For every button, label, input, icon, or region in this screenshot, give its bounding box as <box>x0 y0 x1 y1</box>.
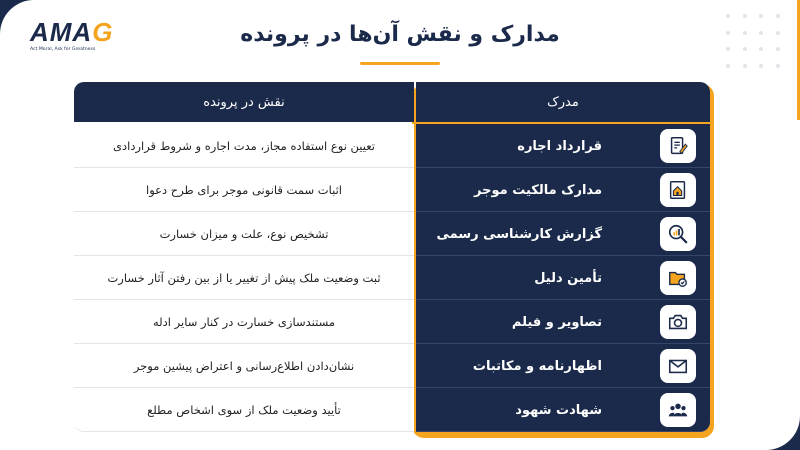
header-role: نقش در پرونده <box>74 82 414 122</box>
role-cell: تعیین نوع استفاده مجاز، مدت اجاره و شروط قراردادی <box>74 124 414 168</box>
table-row <box>74 300 710 344</box>
table-row <box>74 388 710 432</box>
document-label: اظهارنامه و مکاتبات <box>472 358 602 374</box>
document-cell <box>416 300 710 344</box>
document-cell <box>416 212 710 256</box>
document-label: قرارداد اجاره <box>517 138 602 154</box>
document-label: شهادت شهود <box>515 402 602 418</box>
role-cell: ثبت وضعیت ملک پیش از تغییر یا از بین رفتن آثار خسارت <box>74 256 414 300</box>
envelope-icon <box>660 349 696 383</box>
role-cell: تشخیص نوع، علت و میزان خسارت <box>74 212 414 256</box>
table-row <box>74 212 710 256</box>
document-cell <box>416 256 710 300</box>
logo-accent: G <box>92 17 114 47</box>
contract-icon <box>660 129 696 163</box>
table-row <box>74 344 710 388</box>
magnifier-chart-icon <box>660 217 696 251</box>
house-document-icon <box>660 173 696 207</box>
table-row <box>74 124 710 168</box>
table-row <box>74 168 710 212</box>
role-cell: مستندسازی خسارت در کنار سایر ادله <box>74 300 414 344</box>
page-title: مدارک و نقش آن‌ها در پرونده <box>240 22 560 47</box>
document-label: مدارک مالکیت موجر <box>474 182 602 198</box>
logo-main: AMA <box>30 17 93 47</box>
document-label: گزارش کارشناسی رسمی <box>436 226 602 242</box>
documents-table <box>74 82 714 438</box>
document-label: تصاویر و فیلم <box>511 314 602 330</box>
folder-check-icon <box>660 261 696 295</box>
people-icon <box>660 393 696 427</box>
logo-tagline: Act Moral, Ask for Greatness <box>30 47 96 52</box>
camera-icon <box>660 305 696 339</box>
header-document: مدرک <box>416 82 710 122</box>
document-cell <box>416 344 710 388</box>
title-underline <box>360 62 440 65</box>
document-label: تأمین دلیل <box>534 270 602 286</box>
role-cell: تأیید وضعیت ملک از سوی اشخاص مطلع <box>74 388 414 432</box>
role-cell: اثبات سمت قانونی موجر برای طرح دعوا <box>74 168 414 212</box>
document-cell <box>416 124 710 168</box>
role-cell: نشان‌دادن اطلاع‌رسانی و اعتراض پیشین موجر <box>74 344 414 388</box>
document-cell <box>416 388 710 432</box>
document-cell <box>416 168 710 212</box>
table-row <box>74 256 710 300</box>
